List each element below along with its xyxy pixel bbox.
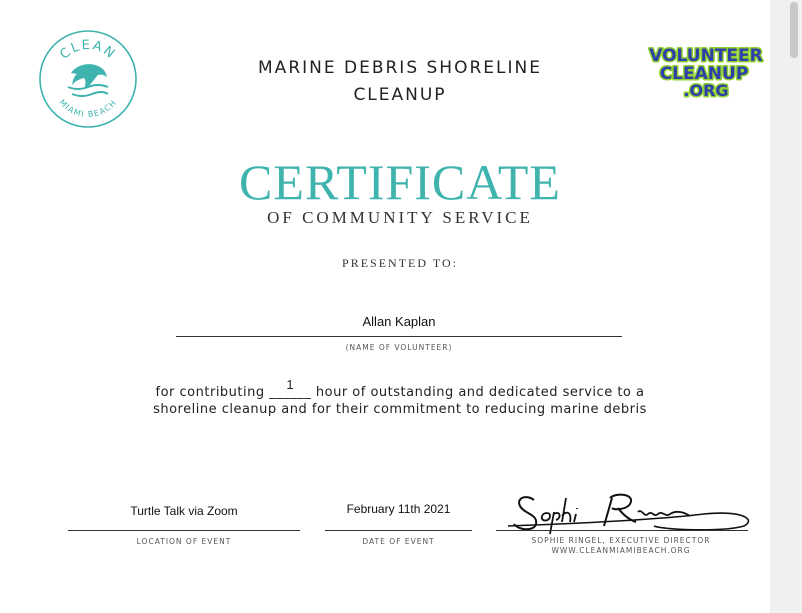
hours-field — [269, 377, 312, 401]
signatory-caption — [486, 536, 756, 556]
signature-line — [496, 530, 748, 531]
svg-text:CLEAN — [57, 38, 118, 63]
certificate-title: CERTIFICATE — [239, 154, 561, 210]
statement-line2: shoreline cleanup and for their commitment to reducing marine debris — [153, 402, 647, 417]
volunteer-name-line — [176, 336, 622, 337]
date-line — [325, 530, 472, 531]
logo-right-line3: .ORG — [683, 81, 729, 100]
viewer-right-edge — [770, 0, 802, 613]
logo-text-top: CLEAN — [57, 37, 119, 63]
clean-miami-beach-logo — [38, 29, 138, 129]
location-value: Turtle Talk via Zoom — [130, 504, 238, 518]
presented-to-label: PRESENTED TO: — [342, 256, 458, 270]
vertical-scrollbar[interactable] — [790, 2, 798, 58]
dolphin-icon — [68, 64, 108, 96]
date-value: February 11th 2021 — [346, 502, 451, 516]
statement-prefix: for contributing — [155, 385, 270, 400]
location-caption: LOCATION OF EVENT — [136, 537, 232, 546]
svg-text:MIAMI BEACH — [57, 98, 118, 119]
event-title-line1: MARINE DEBRIS SHORELINE — [258, 58, 542, 78]
event-title-line2: CLEANUP — [353, 85, 447, 105]
logo-text-bottom: MIAMI BEACH — [57, 97, 119, 120]
date-caption: DATE OF EVENT — [362, 537, 435, 546]
logo-right-line2: CLEANUP — [659, 64, 749, 84]
volunteer-name: Allan Kaplan — [362, 314, 436, 329]
hours-blank: ___ — [269, 385, 291, 400]
hours-value: 1 — [286, 377, 295, 392]
hours-blank-end: ___ — [290, 385, 312, 400]
volunteer-name-caption: (NAME OF VOLUNTEER) — [345, 343, 453, 352]
statement-suffix: hour of outstanding and dedicated service to a — [311, 385, 645, 400]
certificate-subtitle: OF COMMUNITY SERVICE — [267, 208, 533, 227]
signatory-website: WWW.CLEANMIAMIBEACH.ORG — [551, 546, 691, 555]
signatory-name-title: SOPHIE RINGEL, EXECUTIVE DIRECTOR — [531, 536, 711, 545]
logo-right-line1: VOLUNTEER — [649, 46, 763, 66]
location-line — [68, 530, 300, 531]
service-statement — [80, 377, 720, 418]
volunteer-cleanup-logo — [646, 40, 766, 104]
